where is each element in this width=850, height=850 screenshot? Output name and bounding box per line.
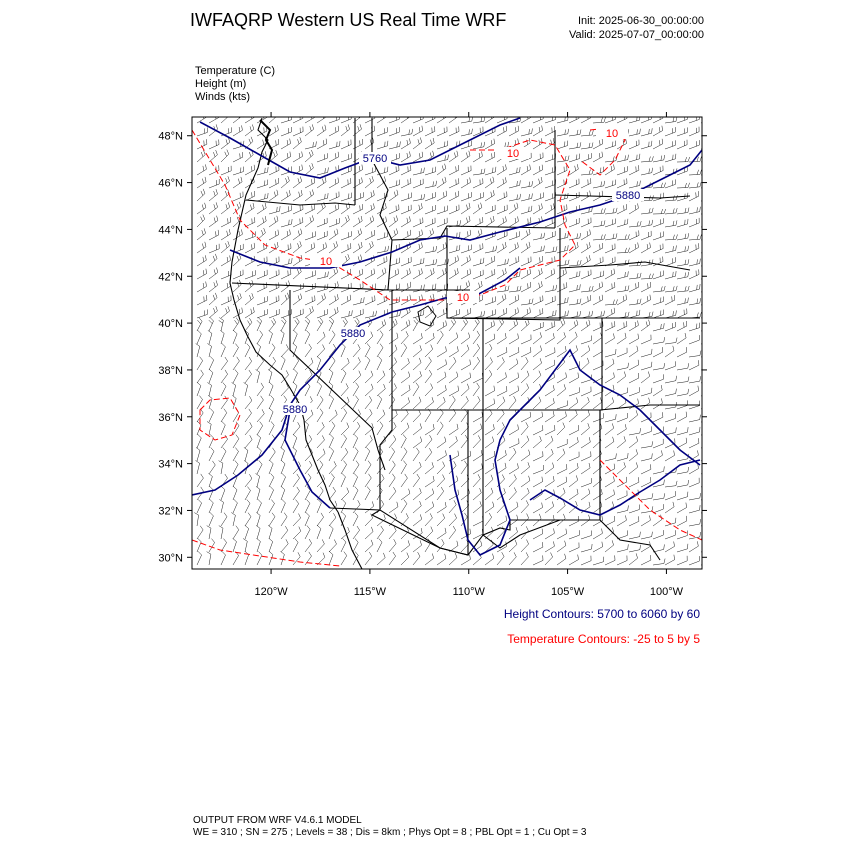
height-contour-5880-texas — [530, 460, 700, 515]
lat-label: 36°N — [158, 411, 183, 424]
temperature-contour-legend: Temperature Contours: -25 to 5 by 5 — [507, 632, 700, 646]
colorado-borders — [483, 318, 602, 410]
lat-label: 40°N — [158, 318, 183, 331]
height-contour-legend: Height Contours: 5700 to 6060 by 60 — [503, 607, 700, 621]
temp-label-10: 10 — [456, 292, 470, 304]
map-title: IWFAQRP Western US Real Time WRF — [190, 10, 507, 30]
lat-label: 46°N — [158, 177, 183, 190]
model-version: OUTPUT FROM WRF V4.6.1 MODEL — [193, 815, 362, 826]
valid-time: Valid: 2025-07-07_00:00:00 — [569, 29, 704, 41]
temp-label-10: 10 — [319, 256, 333, 268]
wind-barbs — [194, 111, 713, 565]
model-info — [193, 815, 586, 839]
lon-label: 100°W — [649, 586, 683, 598]
lon-label: 115°W — [353, 586, 387, 598]
nevada-border — [290, 290, 385, 470]
variable-winds: Winds (kts) — [195, 91, 250, 103]
sd-ne-border — [560, 262, 690, 270]
lat-label: 30°N — [158, 552, 183, 565]
init-time: Init: 2025-06-30_00:00:00 — [578, 15, 704, 27]
lon-label: 110°W — [452, 586, 485, 598]
model-config: WE = 310 ; SN = 275 ; Levels = 38 ; Dis = 8km ; Phys Opt = 8 ; PBL Opt = 1 ; Cu Opt = 3 — [193, 827, 587, 838]
temp-contour-south — [192, 540, 340, 566]
height-contours — [192, 118, 702, 555]
lat-label: 48°N — [158, 130, 183, 143]
lat-label: 38°N — [158, 364, 183, 377]
oregon-south-border — [232, 283, 388, 290]
height-label-5880: 5880 — [615, 190, 641, 202]
new-mexico-borders — [483, 410, 600, 535]
washington-oregon-border — [246, 200, 355, 205]
lon-label: 120°W — [254, 586, 288, 598]
variable-height: Height (m) — [195, 78, 247, 90]
temp-contour-west — [192, 130, 445, 300]
lat-label: 34°N — [158, 458, 183, 471]
idaho-west-border — [372, 118, 392, 290]
lat-label: 44°N — [158, 224, 183, 237]
ks-ok-border — [600, 405, 700, 410]
lon-label: 105°W — [551, 586, 585, 598]
height-label-5760: 5760 — [362, 153, 388, 165]
height-contour-5880-sw-mexico — [450, 350, 700, 555]
map-axes — [158, 112, 707, 598]
temp-contour-10-north — [460, 140, 575, 300]
lat-label: 42°N — [158, 271, 183, 284]
height-contour-5760 — [200, 118, 520, 178]
temp-label-10: 10 — [506, 148, 520, 160]
variable-temperature: Temperature (C) — [195, 65, 276, 77]
wind-barb-field — [194, 111, 713, 565]
height-label-5880: 5880 — [340, 328, 366, 340]
lat-label: 32°N — [158, 505, 183, 518]
height-label-5880: 5880 — [282, 404, 308, 416]
temp-label-10: 10 — [605, 128, 619, 140]
height-contour-5820 — [230, 150, 702, 268]
baja-coast — [338, 512, 362, 569]
